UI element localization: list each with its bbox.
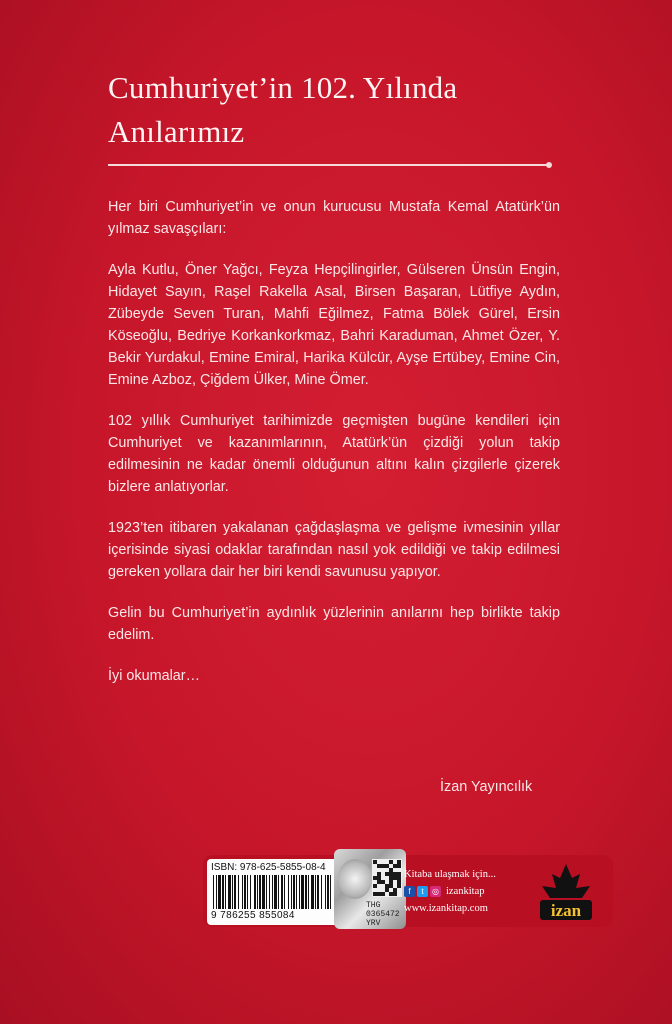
- cover-title: [108, 66, 568, 154]
- modernization-paragraph: 1923’ten itibaren yakalanan çağdaşlaşma ve gelişme ivmesinin yıllar içerisinde siyasi odaklar tarafından nasıl yok edildiği ve takip edilmesi gereken yollara dair her biri kendi savunusu yapıyor.: [108, 520, 560, 580]
- sticker-code-line-3: YRV: [366, 919, 381, 928]
- barcode-digits: 9 786255 855084: [211, 910, 295, 921]
- title-divider: [108, 164, 548, 166]
- isbn-barcode: [207, 859, 339, 925]
- isbn-label: ISBN: 978-625-5855-08-4: [211, 862, 326, 873]
- blurb-text: [108, 196, 560, 687]
- title-line-1: Cumhuriyet’in 102. Yılında: [108, 70, 458, 105]
- invitation-paragraph: Gelin bu Cumhuriyet’in aydınlık yüzlerinin anılarını hep birlikte takip edelim.: [108, 605, 560, 643]
- instagram-icon: ◎: [430, 886, 441, 897]
- history-paragraph: 102 yıllık Cumhuriyet tarihimizde geçmişten bugüne kendileri için Cumhuriyet ve kazanımlarının, Atatürk’ün çizdiği yolun takip edilmesinin ne kadar önemli olduğunun altını kalın çizgilerle çizerek bizlere anlatıyorlar.: [108, 413, 560, 495]
- intro-paragraph: Her biri Cumhuriyet’in ve onun kurucusu Mustafa Kemal Atatürk’ün yılmaz savaşçıları:: [108, 199, 560, 237]
- hologram-sticker: [334, 849, 406, 929]
- closing-line: İyi okumalar…: [108, 668, 200, 684]
- website: www.izankitap.com: [404, 903, 488, 914]
- barcode-bars: [213, 875, 333, 909]
- logo-text: izan: [550, 901, 582, 920]
- twitter-icon: t: [417, 886, 428, 897]
- hologram-seal: [338, 859, 372, 899]
- sticker-code: [366, 901, 400, 928]
- qr-code-icon: [372, 859, 402, 897]
- publisher-name: İzan Yayıncılık: [440, 779, 533, 795]
- title-line-2: Anılarımız: [108, 114, 245, 149]
- social-handle: izankitap: [446, 886, 485, 897]
- social-row: [404, 883, 496, 900]
- facebook-icon: f: [404, 886, 415, 897]
- authors-paragraph: Ayla Kutlu, Öner Yağcı, Feyza Hepçilingirler, Gülseren Ünsün Engin, Hidayet Sayın, Raşel Rakella Asal, Birsen Başaran, Lütfiye Aydın, Zübeyde Seven Turan, Mahfi Eğilmez, Fatma Bölek Gürel, Ersin Köseoğlu, Bedriye Korkankorkmaz, Bahri Karaduman, Ahmet Özer, Y. Bekir Yurdakul, Emine Emiral, Harika Külcür, Ayşe Ertübey, Emine Cin, Emine Azboz, Çiğdem Ülker, Mine Ömer.: [108, 262, 560, 388]
- izan-logo: [534, 862, 598, 924]
- sticker-code-line-1: THG: [366, 901, 381, 910]
- reach-text: Kitaba ulaşmak için...: [404, 869, 496, 880]
- sticker-code-line-2: 0365472: [366, 910, 400, 919]
- contact-info: [404, 866, 496, 917]
